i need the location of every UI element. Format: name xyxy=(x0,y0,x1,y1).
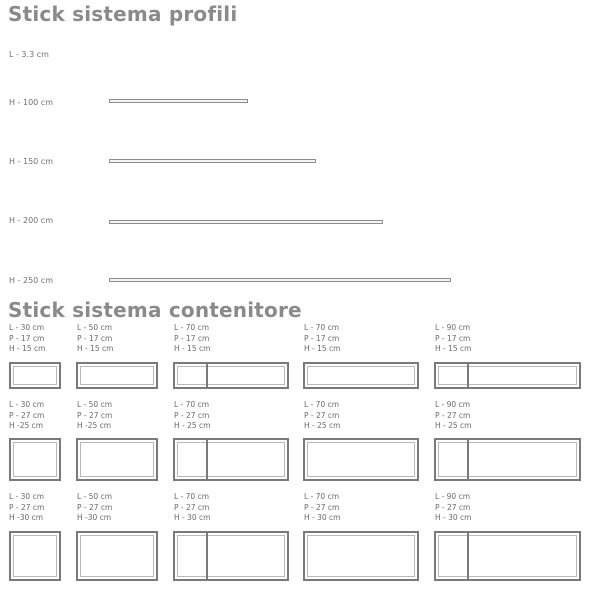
dims-r0-c2: L - 70 cm P - 17 cm H - 15 cm xyxy=(174,323,211,353)
dims-r2-c0: L - 30 cm P - 27 cm H -30 cm xyxy=(9,492,45,522)
dims-r1-c3: L - 70 cm P - 27 cm H - 25 cm xyxy=(304,400,341,430)
profili-title: Stick sistema profili xyxy=(8,2,238,26)
dims-r2-c2: L - 70 cm P - 27 cm H - 30 cm xyxy=(174,492,211,522)
container-box-r2-c3 xyxy=(303,531,419,581)
dims-r2-c1: L - 50 cm P - 27 cm H -30 cm xyxy=(77,492,113,522)
container-box-r1-c3 xyxy=(303,438,419,481)
dims-r1-c1: L - 50 cm P - 27 cm H -25 cm xyxy=(77,400,113,430)
dims-r2-c3: L - 70 cm P - 27 cm H - 30 cm xyxy=(304,492,341,522)
profile-bar-150 xyxy=(109,159,316,163)
contenitore-title: Stick sistema contenitore xyxy=(8,298,302,322)
container-box-r2-c1 xyxy=(76,531,158,581)
profile-bar-250 xyxy=(109,278,451,282)
container-box-r2-c2 xyxy=(173,531,289,581)
dims-r2-c4: L - 90 cm P - 27 cm H - 30 cm xyxy=(435,492,472,522)
container-box-r0-c3 xyxy=(303,362,419,389)
dims-r0-c1: L - 50 cm P - 17 cm H - 15 cm xyxy=(77,323,114,353)
container-box-r1-c4 xyxy=(434,438,581,481)
dims-r0-c0: L - 30 cm P - 17 cm H - 15 cm xyxy=(9,323,46,353)
dims-r1-c2: L - 70 cm P - 27 cm H - 25 cm xyxy=(174,400,211,430)
container-box-r0-c0 xyxy=(9,362,61,389)
profile-label-100: H - 100 cm xyxy=(9,98,53,107)
dims-r1-c0: L - 30 cm P - 27 cm H -25 cm xyxy=(9,400,45,430)
container-box-r1-c1 xyxy=(76,438,158,481)
profile-label-200: H - 200 cm xyxy=(9,216,53,225)
container-box-r2-c0 xyxy=(9,531,61,581)
profile-label-150: H - 150 cm xyxy=(9,157,53,166)
profile-width-label: L - 3.3 cm xyxy=(9,50,49,59)
container-box-r0-c1 xyxy=(76,362,158,389)
container-box-r0-c2 xyxy=(173,362,289,389)
container-box-r1-c2 xyxy=(173,438,289,481)
dims-r0-c4: L - 90 cm P - 17 cm H - 15 cm xyxy=(435,323,472,353)
dims-r0-c3: L - 70 cm P - 17 cm H - 15 cm xyxy=(304,323,341,353)
container-box-r1-c0 xyxy=(9,438,61,481)
container-box-r0-c4 xyxy=(434,362,581,389)
dims-r1-c4: L - 90 cm P - 27 cm H - 25 cm xyxy=(435,400,472,430)
profile-label-250: H - 250 cm xyxy=(9,276,53,285)
profile-bar-200 xyxy=(109,220,383,224)
container-box-r2-c4 xyxy=(434,531,581,581)
profile-bar-100 xyxy=(109,99,248,103)
